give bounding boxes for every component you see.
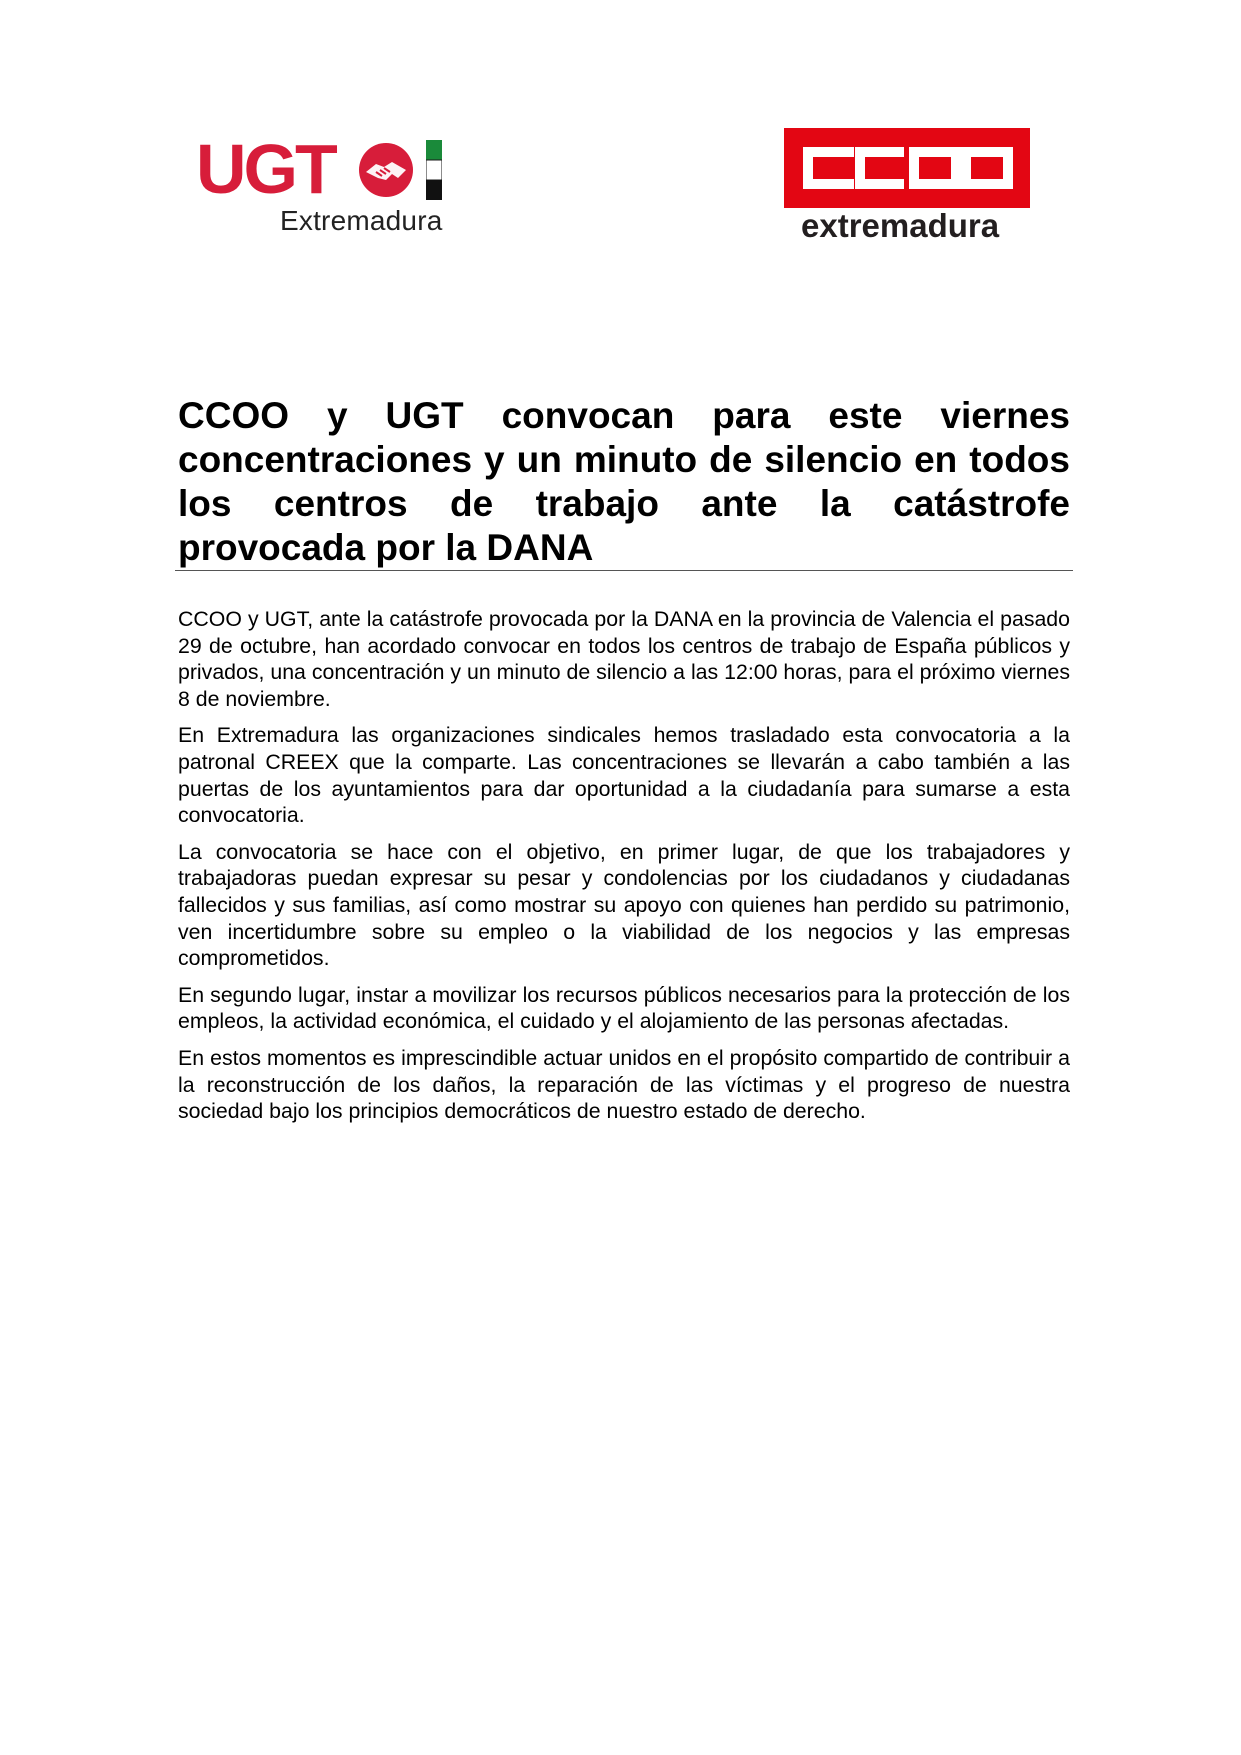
ccoo-logo-region: extremadura (801, 207, 1000, 244)
body-paragraph: CCOO y UGT, ante la catástrofe provocada por la DANA en la provincia de Valencia el pasado 29 de octubre, han acordado convocar en todos los centros de trabajo de España públicos y privados, una concentración y un minuto de silencio a las 12:00 horas, para el próximo viernes 8 de noviembre. (178, 607, 1070, 711)
handshake-icon (358, 142, 414, 198)
body-paragraph: La convocatoria se hace con el objetivo, en primer lugar, de que los trabajadores y trabajadoras puedan expresar su pesar y condolencias por los ciudadanos y ciudadanas fallecidos y sus familias, así como mostrar su apoyo con quienes han perdido su patrimonio, ven incertidumbre sobre su empleo o la viabilidad de los negocios y las empresas comprometidos. (178, 839, 1070, 971)
extremadura-flag-icon (426, 140, 442, 200)
ccoo-extremadura-logo (784, 128, 1030, 248)
ugt-logo-wordmark: UGT (196, 130, 335, 208)
body-paragraph: En Extremadura las organizaciones sindicales hemos trasladado esta convocatoria a la patronal CREEX que la comparte. Las concentraciones se llevarán a cabo también a las puertas de los ayuntamientos para dar oportunidad a la ciudadanía para sumarse a esta convocatoria. (178, 723, 1070, 828)
title-divider (175, 570, 1073, 571)
ugt-logo-region: Extremadura (280, 205, 443, 236)
ccoo-logo-wordmark (784, 128, 1030, 208)
document-title: CCOO y UGT convocan para este viernes concentraciones y un minuto de silencio en todos los centros de trabajo ante la catástrofe provocada por la DANA (178, 395, 1070, 568)
body-paragraph: En segundo lugar, instar a movilizar los recursos públicos necesarios para la protección de los empleos, la actividad económica, el cuidado y el alojamiento de las personas afectadas. (178, 982, 1070, 1034)
ugt-extremadura-logo (196, 130, 456, 244)
document-body (178, 606, 1070, 1135)
body-paragraph: En estos momentos es imprescindible actuar unidos en el propósito compartido de contribuir a la reconstrucción de los daños, la reparación de las víctimas y el progreso de nuestra sociedad bajo los principios democráticos de nuestro estado de derecho. (178, 1045, 1070, 1124)
